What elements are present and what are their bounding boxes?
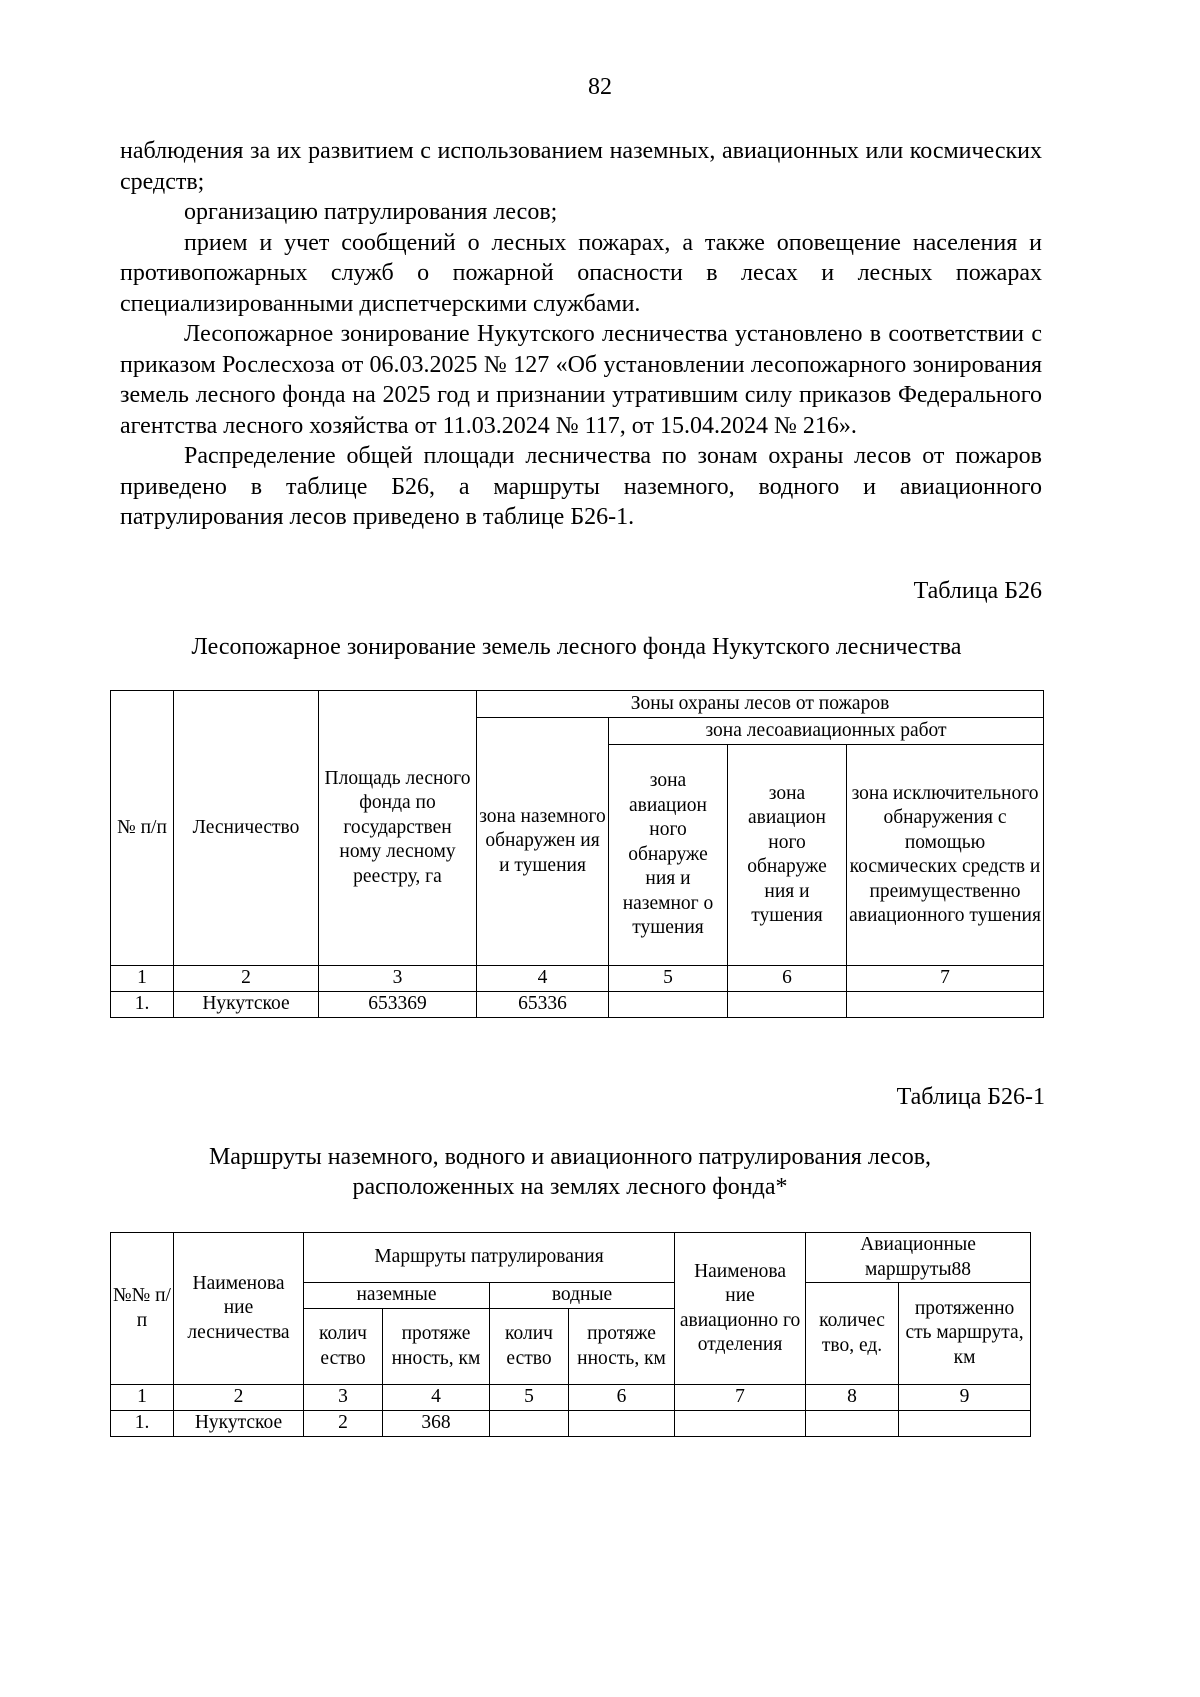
header-num: №№ п/п [111, 1233, 174, 1385]
header-area: Площадь лесного фонда по государствен ному лесному реестру, га [319, 691, 477, 966]
paragraph: наблюдения за их развитием с использованием наземных, авиационных или космических средств; [120, 138, 1042, 195]
cell-aviation-length [899, 1411, 1031, 1437]
cell-aviation-ground [609, 991, 728, 1017]
page-number: 82 [588, 74, 612, 100]
header-num: № п/п [111, 691, 174, 966]
column-number: 3 [319, 966, 477, 992]
header-aviation-dept: Наименова ние авиационно го отделения [675, 1233, 806, 1385]
header-ground-count: колич ество [304, 1309, 383, 1385]
column-number: 2 [174, 966, 319, 992]
header-water-length: протяже нность, км [569, 1309, 675, 1385]
table-title [110, 1142, 1030, 1202]
header-aviation-ground: зона авиацион ного обнаруже ния и наземног о тушения [609, 745, 728, 966]
table-title-line: расположенных на землях лесного фонда* [352, 1174, 788, 1200]
table-row [111, 991, 1044, 1017]
patrol-routes-table [110, 1232, 1031, 1437]
column-number: 7 [675, 1385, 806, 1411]
header-ground: наземные [304, 1283, 490, 1309]
column-number: 2 [174, 1385, 304, 1411]
column-number: 5 [490, 1385, 569, 1411]
table-title: Лесопожарное зонирование земель лесного фонда Нукутского лесничества [191, 634, 962, 660]
cell-aviation-count [806, 1411, 899, 1437]
cell-space-zone [847, 991, 1044, 1017]
cell-ground-zone: 65336 [477, 991, 609, 1017]
header-aviation-zone: зона лесоавиационных работ [609, 718, 1044, 745]
column-number: 3 [304, 1385, 383, 1411]
table-label: Таблица Б26-1 [896, 1084, 1045, 1110]
cell-forestry: Нукутское [174, 1411, 304, 1437]
column-number: 1 [111, 966, 174, 992]
header-aviation-only: зона авиацион ного обнаруже ния и тушения [728, 745, 847, 966]
paragraph: Распределение общей площади лесничества по зонам охраны лесов от пожаров приведено в таблице Б26, а маршруты наземного, водного и авиационного патрулирования лесов приведено в таблице Б26-1. [120, 443, 1042, 530]
cell-water-count [490, 1411, 569, 1437]
paragraph: Лесопожарное зонирование Нукутского лесничества установлено в соответствии с приказом Рослесхоза от 06.03.2025 № 127 «Об установлении лесопожарного зонирования земель лесного фонда на 2025 год и признании утратившим силу приказов Федерального агентства лесного хозяйства от 11.03.2024 № 117, от 15.04.2024 № 216». [120, 321, 1042, 439]
body-text [120, 136, 1042, 533]
header-forestry: Наименова ние лесничества [174, 1233, 304, 1385]
cell-ground-count: 2 [304, 1411, 383, 1437]
cell-aviation-only [728, 991, 847, 1017]
forest-fire-zoning-table [110, 690, 1044, 1018]
header-ground-zone: зона наземного обнаружен ия и тушения [477, 718, 609, 966]
paragraph: организацию патрулирования лесов; [184, 199, 558, 225]
header-water-count: колич ество [490, 1309, 569, 1385]
column-number: 6 [728, 966, 847, 992]
cell-num: 1. [111, 1411, 174, 1437]
header-aviation-routes: Авиационные маршруты88 [806, 1233, 1031, 1283]
header-ground-length: протяже нность, км [383, 1309, 490, 1385]
header-routes: Маршруты патрулирования [304, 1233, 675, 1283]
cell-ground-length: 368 [383, 1411, 490, 1437]
header-aviation-length: протяженно сть маршрута, км [899, 1283, 1031, 1385]
table-label: Таблица Б26 [913, 578, 1042, 604]
paragraph: прием и учет сообщений о лесных пожарах, а также оповещение населения и противопожарных служб о пожарной опасности в лесах и лесных пожарах специализированными диспетчерскими службами. [120, 229, 1042, 317]
table-title-line: Маршруты наземного, водного и авиационного патрулирования лесов, [208, 1144, 932, 1170]
column-number: 4 [383, 1385, 490, 1411]
column-number: 8 [806, 1385, 899, 1411]
cell-area: 653369 [319, 991, 477, 1017]
column-number: 5 [609, 966, 728, 992]
header-zones: Зоны охраны лесов от пожаров [477, 691, 1044, 718]
column-number: 6 [569, 1385, 675, 1411]
column-number: 7 [847, 966, 1044, 992]
cell-water-length [569, 1411, 675, 1437]
header-forestry: Лесничество [174, 691, 319, 966]
header-space-zone: зона исключительного обнаружения с помощью космических средств и преимущественно авиационного тушения [847, 745, 1044, 966]
cell-forestry: Нукутское [174, 991, 319, 1017]
column-number: 4 [477, 966, 609, 992]
column-number: 9 [899, 1385, 1031, 1411]
header-aviation-count: количес тво, ед. [806, 1283, 899, 1385]
column-number: 1 [111, 1385, 174, 1411]
table-row [111, 1411, 1031, 1437]
header-water: водные [490, 1283, 675, 1309]
cell-aviation-dept [675, 1411, 806, 1437]
cell-num: 1. [111, 991, 174, 1017]
